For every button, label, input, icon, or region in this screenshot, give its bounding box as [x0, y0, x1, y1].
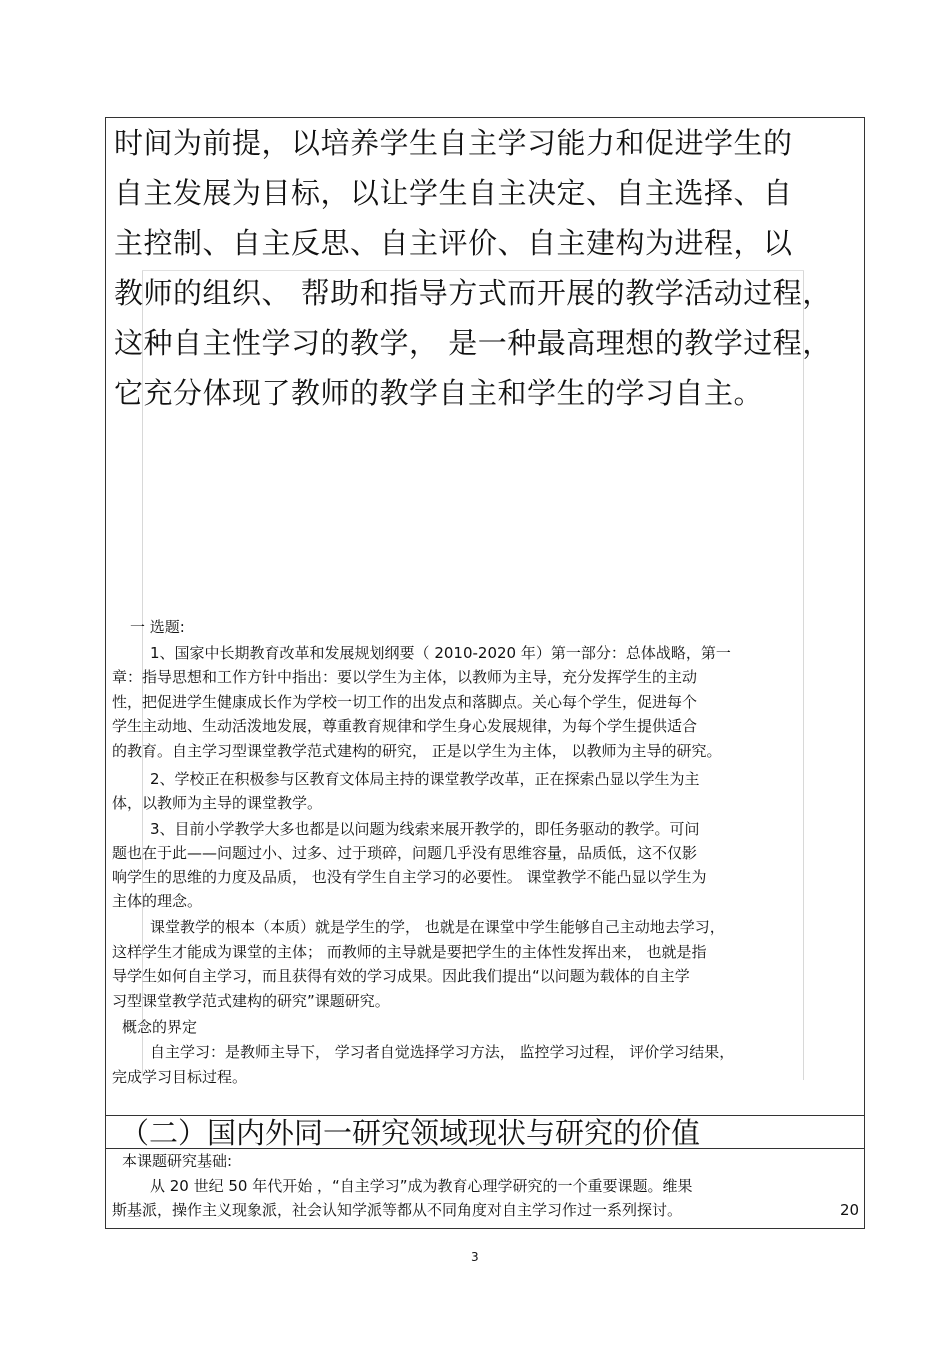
topic-heading: 一 选题:	[130, 618, 185, 636]
topic-line: 2、学校正在积极参与区教育文体局主持的课堂教学改革，正在探索凸显以学生为主	[150, 770, 700, 788]
faint-guide-right	[803, 270, 804, 1080]
topic-line: 学生主动地、生动活泼地发展，尊重教育规律和学生身心发展规律，为每个学生提供适合	[112, 717, 698, 735]
topic-line: 的教育。自主学习型课堂教学范式建构的研究， 正是以学生为主体， 以教师为主导的研究。	[112, 742, 722, 760]
intro-line-5: 这种自主性学习的教学， 是一种最高理想的教学过程，	[114, 326, 832, 360]
topic-line: 题也在于此——问题过小、过多、过于琐碎，问题几乎没有思维容量，品质低，这不仅影	[112, 844, 698, 862]
intro-line-6: 它充分体现了教师的教学自主和学生的学习自主。	[114, 376, 764, 410]
page-number: 3	[471, 1250, 479, 1264]
topic-line: 章：指导思想和工作方针中指出：要以学生为主体，以教师为主导，充分发挥学生的主动	[112, 668, 698, 686]
concept-heading: 概念的界定	[122, 1018, 198, 1036]
topic-line: 导学生如何自主学习，而且获得有效的学习成果。因此我们提出“以问题为载体的自主学	[112, 967, 690, 985]
section-two-line: 斯基派，操作主义现象派，社会认知学派等都从不同角度对自主学习作过一系列探讨。	[112, 1201, 683, 1219]
concept-line: 完成学习目标过程。	[112, 1068, 248, 1086]
intro-line-4: 教师的组织、 帮助和指导方式而开展的教学活动过程，	[114, 276, 832, 310]
topic-line: 主体的理念。	[112, 892, 203, 910]
intro-line-3: 主控制、自主反思、自主评价、自主建构为进程，以	[114, 226, 793, 260]
trailing-number: 20	[840, 1201, 860, 1219]
concept-line: 自主学习：是教师主导下， 学习者自觉选择学习方法， 监控学习过程， 评价学习结果，	[150, 1043, 735, 1061]
intro-line-1: 时间为前提，以培养学生自主学习能力和促进学生的	[114, 126, 793, 160]
topic-line: 1、国家中长期教育改革和发展规划纲要（ 2010-2020 年）第一部分：总体战略，第一	[150, 644, 731, 662]
topic-line: 性，把促进学生健康成长作为学校一切工作的出发点和落脚点。关心每个学生，促进每个	[112, 693, 698, 711]
section-two-line: 从 20 世纪 50 年代开始 ，“自主学习”成为教育心理学研究的一个重要课题。维果	[150, 1177, 693, 1195]
intro-line-2: 自主发展为目标，以让学生自主决定、自主选择、自	[114, 176, 793, 210]
topic-line: 习型课堂教学范式建构的研究”课题研究。	[112, 992, 390, 1010]
topic-line: 课堂教学的根本（本质）就是学生的学， 也就是在课堂中学生能够自己主动地去学习，	[150, 918, 725, 936]
topic-line: 3、目前小学教学大多也都是以问题为线索来展开教学的，即任务驱动的教学。可问	[150, 820, 700, 838]
section-two-title: （二）国内外同一研究领域现状与研究的价值	[120, 1116, 701, 1150]
topic-line: 响学生的思维的力度及品质， 也没有学生自主学习的必要性。 课堂教学不能凸显以学生为	[112, 868, 707, 886]
topic-line: 这样学生才能成为课堂的主体； 而教师的主导就是要把学生的主体性发挥出来， 也就是指	[112, 943, 707, 961]
section-two-subheading: 本课题研究基础:	[122, 1152, 233, 1170]
topic-line: 体，以教师为主导的课堂教学。	[112, 794, 323, 812]
